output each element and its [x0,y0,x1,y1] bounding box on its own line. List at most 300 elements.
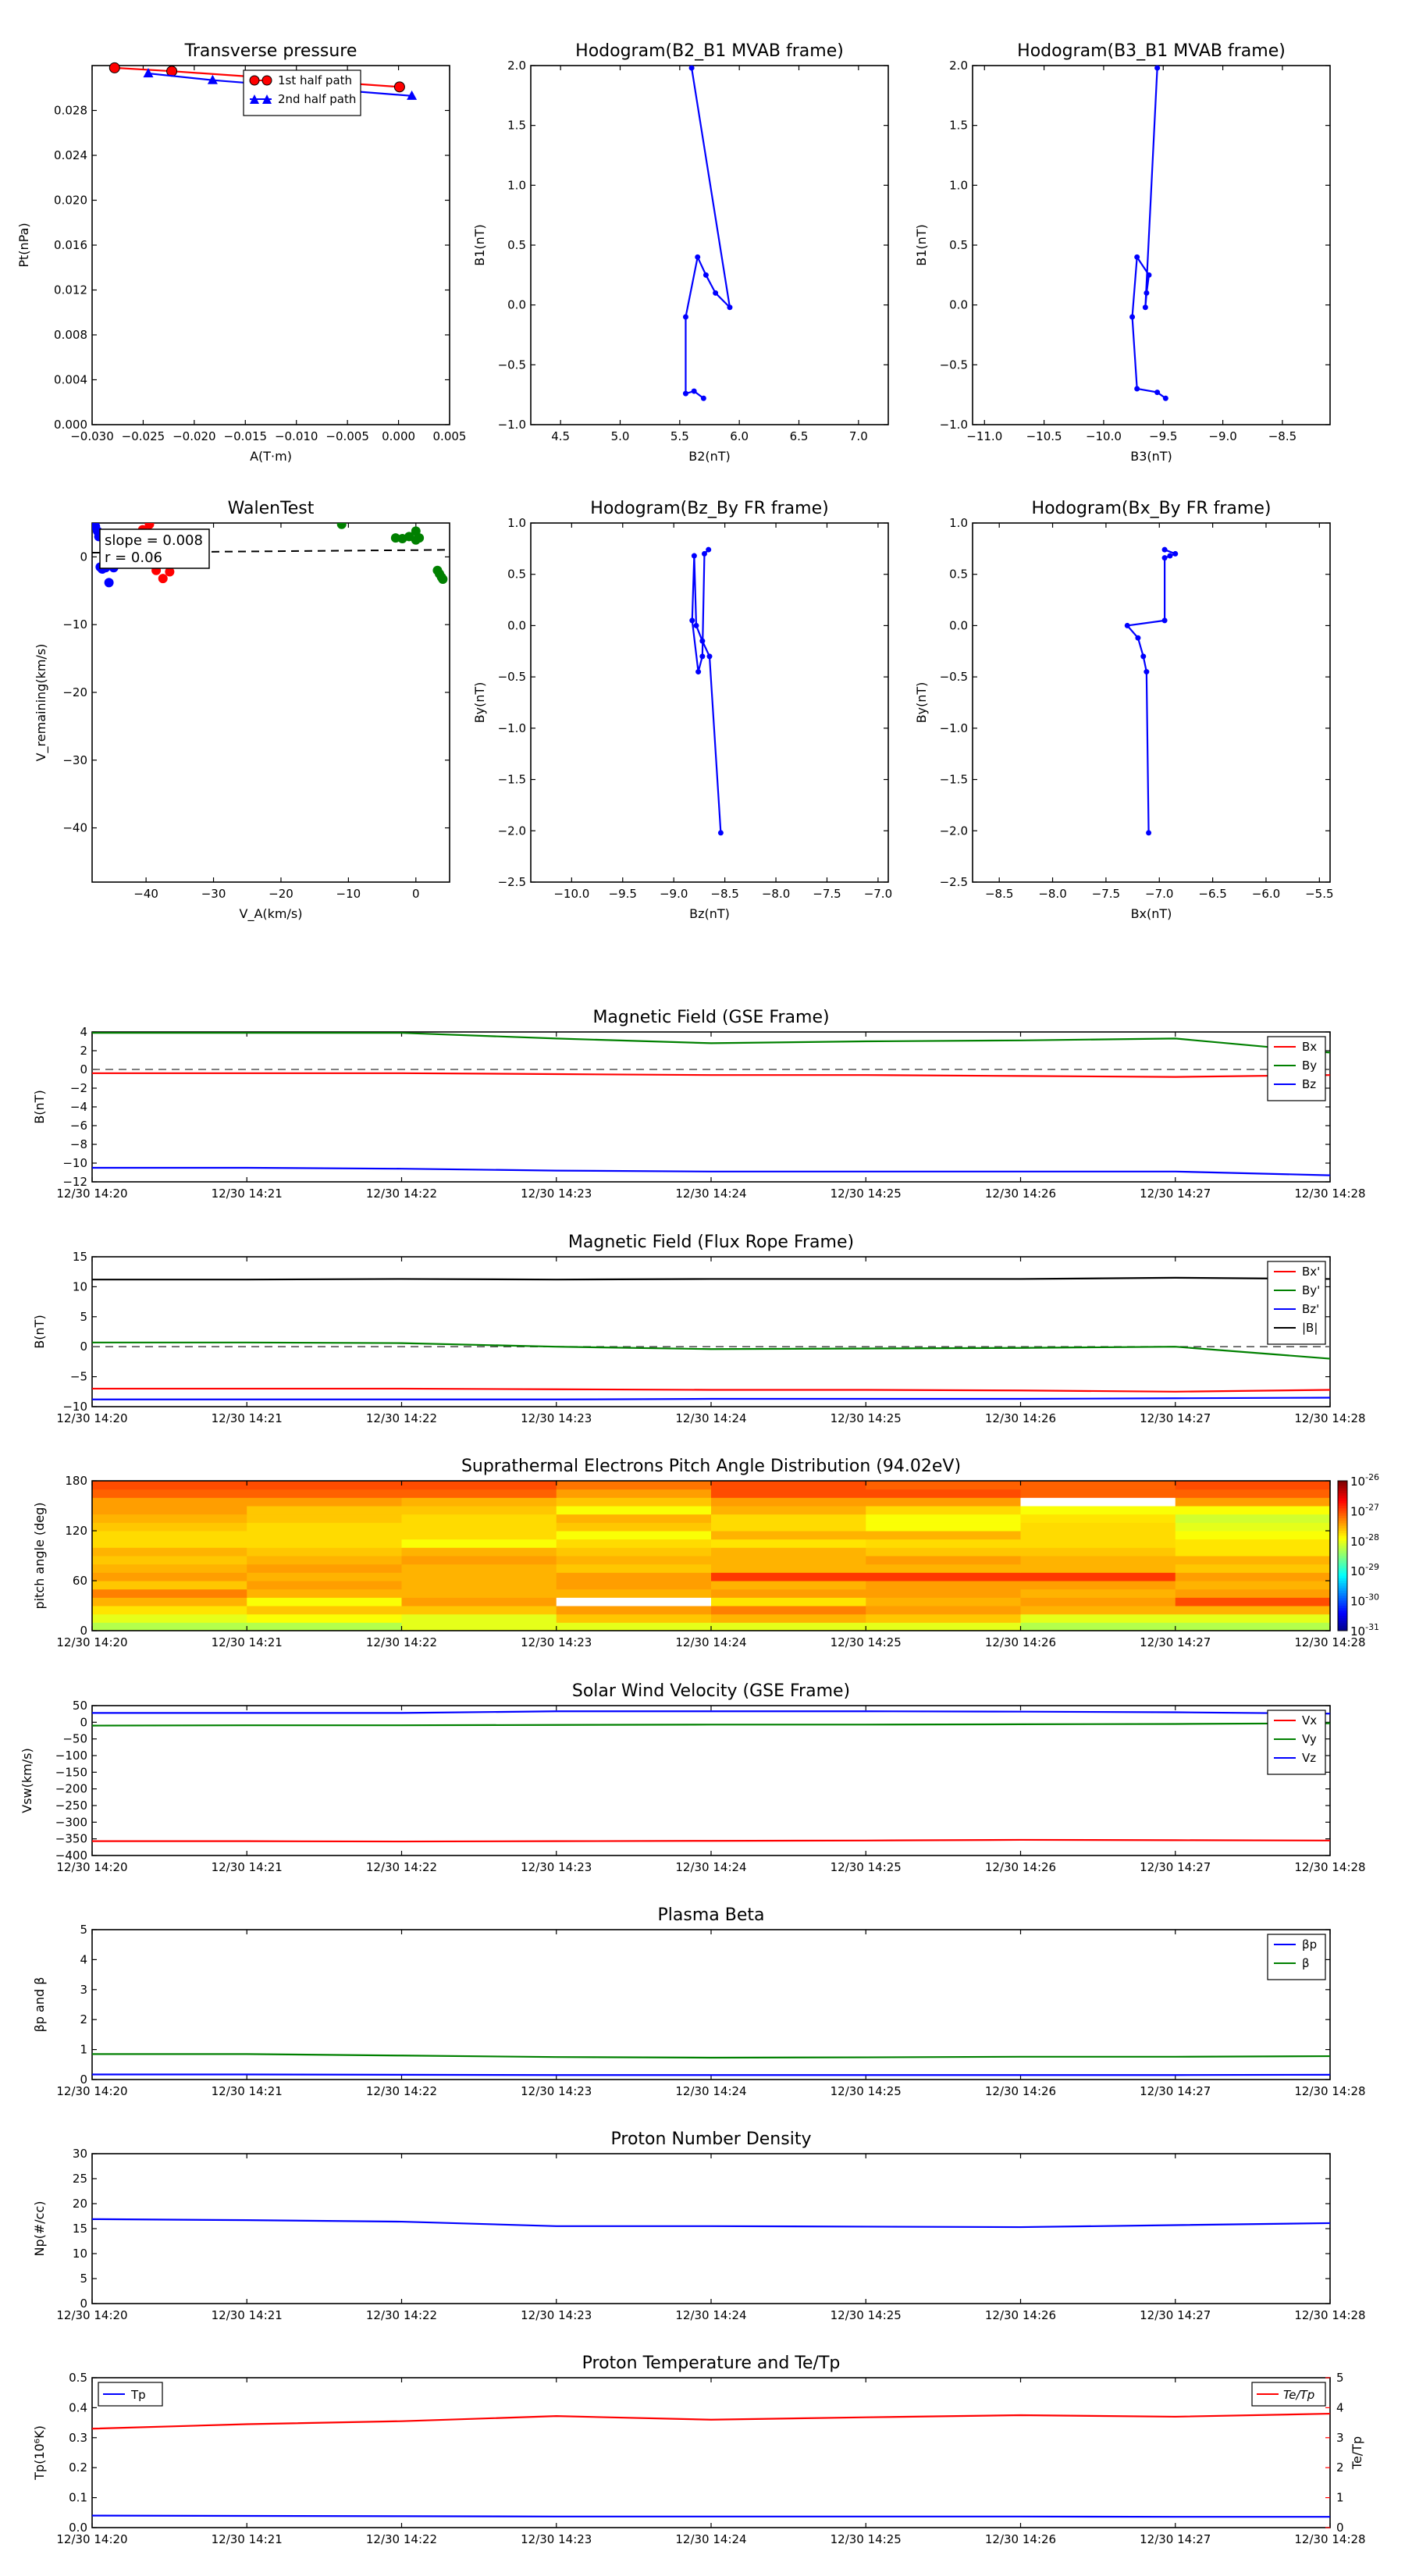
y-axis-label: Pt(nPa) [16,222,31,268]
x-tick-label: 12/30 14:21 [211,1860,283,1874]
heatmap-cell [711,1581,866,1589]
heatmap-cell [711,1556,866,1564]
data-point [158,574,168,583]
x-tick-label: 12/30 14:22 [365,1635,438,1649]
y-tick-label: 0.5 [949,238,968,252]
y-tick-label: 0.000 [54,418,87,432]
x-axis-label: V_A(km/s) [239,906,303,921]
y-tick-label: −250 [55,1799,87,1813]
r-annotation: r = 0.06 [105,550,163,566]
x-tick-label: 12/30 14:23 [521,2084,592,2098]
series-line-0 [92,2074,1330,2075]
heatmap-cell [1176,1497,1331,1506]
colorbar-segment [1338,1603,1347,1606]
colorbar-segment [1338,1573,1347,1576]
x-tick-label: −8.0 [1038,887,1067,901]
y-tick-label: −2.5 [497,875,526,889]
y-tick-label: −1.0 [497,418,526,432]
heatmap-cell [247,1506,402,1514]
colorbar-label [1350,1472,1379,1489]
data-point [411,526,421,535]
colorbar-label [1350,1502,1379,1518]
chart-density [32,2129,1366,2322]
heatmap-cell [866,1547,1021,1556]
x-tick-label: 12/30 14:27 [1140,1187,1211,1201]
y-tick-label: 180 [65,1474,87,1488]
x-tick-label: −8.0 [761,887,791,901]
chart-title: Suprathermal Electrons Pitch Angle Distribution (94.02eV) [461,1457,962,1476]
legend-label: Te/Tp [1283,2388,1315,2402]
data-point [683,391,688,397]
data-point [1162,555,1168,560]
y-tick-label: −1.5 [939,772,968,787]
x-tick-label: −10.0 [553,887,590,901]
x-tick-label: 12/30 14:23 [521,1187,592,1201]
x-tick-label: 12/30 14:28 [1294,1411,1366,1425]
x-tick-label: −8.5 [984,887,1014,901]
colorbar-segment [1338,1535,1347,1539]
heatmap-cell [1021,1522,1176,1531]
data-point [692,553,697,559]
series-line [1133,68,1166,398]
heatmap-cell [1176,1589,1331,1598]
plot-frame [973,523,1330,882]
x-tick-label: 12/30 14:20 [56,2532,128,2546]
x-tick-label: 12/30 14:28 [1294,2532,1366,2546]
x-axis-label: B3(nT) [1130,449,1172,464]
series-line-0 [92,1073,1330,1077]
chart-title: Plasma Beta [657,1905,765,1925]
plot-frame [92,1032,1330,1182]
colorbar-segment [1338,1578,1347,1582]
heatmap-cell [866,1489,1021,1498]
x-tick-label: 12/30 14:28 [1294,2308,1366,2322]
x-tick-label: 12/30 14:28 [1294,2084,1366,2098]
data-point [438,575,447,584]
colorbar-segment [1338,1533,1347,1536]
heatmap-cell [402,1556,557,1564]
y-tick-label-right: 0 [1336,2521,1344,2535]
data-point [1162,617,1168,623]
legend [1268,1037,1325,1101]
chart-title: Solar Wind Velocity (GSE Frame) [571,1681,851,1701]
heatmap-cell [711,1572,866,1581]
y-tick-label: −200 [55,1781,87,1796]
legend-label: Vy [1302,1732,1317,1746]
y-tick-label: −8 [69,1137,87,1151]
y-tick-label: 4 [80,1025,87,1039]
chart-title: Hodogram(B2_B1 MVAB frame) [575,41,844,61]
colorbar-segment [1338,1616,1347,1619]
heatmap-cell [1176,1514,1331,1523]
data-point [683,315,688,320]
data-point [1125,623,1130,628]
x-tick-label: 12/30 14:23 [521,2532,592,2546]
heatmap-cell [557,1539,712,1548]
chart-title: Magnetic Field (GSE Frame) [592,1008,830,1027]
heatmap-cell [92,1497,247,1506]
y-tick-label: −50 [62,1731,87,1746]
heatmap-cell [402,1506,557,1514]
heatmap-cell [866,1589,1021,1598]
x-tick-label: 12/30 14:20 [56,2084,128,2098]
colorbar-segment [1338,1483,1347,1486]
heatmap-cell [402,1522,557,1531]
x-tick-label: −7.0 [863,887,893,901]
heatmap-cell [711,1531,866,1539]
colorbar-segment [1338,1539,1347,1542]
data-point [1146,272,1151,278]
data-point [695,669,701,674]
series-line-2 [92,1711,1330,1713]
colorbar-segment [1338,1531,1347,1534]
heatmap-cell [402,1481,557,1489]
colorbar-segment [1338,1576,1347,1579]
heatmap-cell [92,1506,247,1514]
x-tick-label: 12/30 14:20 [56,1635,128,1649]
chart-mag-gse [32,1008,1366,1201]
series-line-1 [92,2054,1330,2058]
y-tick-label: 0.3 [69,2430,87,2445]
y-tick-label: 0 [80,1624,87,1638]
y-tick-label: 0.0 [507,618,526,633]
y-tick-label: 1.0 [949,178,968,193]
x-tick-label: 12/30 14:23 [521,1635,592,1649]
data-point [1154,390,1160,395]
chart-walen-test [34,499,450,922]
heatmap-cell [1021,1506,1176,1514]
x-tick-label: −11.0 [966,429,1003,443]
chart-title: Proton Temperature and Te/Tp [582,2354,841,2373]
data-point [109,62,119,73]
colorbar-label [1350,1532,1379,1549]
colorbar-segment [1338,1553,1347,1557]
y-tick-label: 2.0 [949,59,968,73]
y-axis-label: By(nT) [914,681,929,724]
heatmap-cell [247,1622,402,1631]
heatmap-cell [402,1489,557,1498]
heatmap-cell [247,1581,402,1589]
x-tick-label: −0.010 [274,429,318,443]
y-tick-label: 5 [80,1309,87,1324]
heatmap-cell [92,1514,247,1523]
x-tick-label: 12/30 14:27 [1140,1411,1211,1425]
y-tick-label: 2 [80,2012,87,2027]
heatmap-cell [711,1597,866,1606]
colorbar-label [1350,1622,1379,1638]
x-tick-label: −30 [201,887,226,901]
heatmap-cell [866,1622,1021,1631]
y-tick-label-right: 4 [1336,2400,1344,2415]
legend-label: 1st half path [278,73,353,87]
x-tick-label: 12/30 14:24 [675,1411,747,1425]
y-tick-label: −0.5 [497,358,526,372]
y-tick-label: −150 [55,1765,87,1780]
plot-frame [92,523,450,882]
legend-label: Bz [1302,1077,1317,1091]
colorbar-segment [1338,1528,1347,1532]
heatmap-cell [92,1622,247,1631]
heatmap-cell [866,1581,1021,1589]
y-axis-label: V_remaining(km/s) [34,643,48,762]
heatmap-cell [247,1606,402,1614]
data-point [1144,290,1149,296]
heatmap-cell [402,1614,557,1623]
x-axis-label: Bx(nT) [1130,906,1172,921]
x-tick-label: 6.5 [789,429,809,443]
y-tick-label: 15 [72,2222,87,2236]
chart-hodo-b2b1 [472,41,888,464]
legend-label: Bx [1302,1040,1318,1054]
plot-frame [92,2378,1330,2528]
colorbar-label-base: 10 [1350,1475,1366,1489]
data-point [337,520,347,529]
legend-label: 2nd half path [278,92,357,106]
data-point [1162,547,1168,553]
y-tick-label: 10 [72,2247,87,2261]
colorbar-label [1350,1592,1379,1609]
x-tick-label: 12/30 14:27 [1140,2084,1211,2098]
y-tick-label: 30 [72,2147,87,2161]
heatmap-cell [247,1539,402,1548]
data-point [699,639,705,644]
colorbar-segment [1338,1489,1347,1492]
y-tick-label: 0.5 [949,567,968,582]
legend-label: Tp [131,2388,146,2402]
chart-title: Transverse pressure [184,41,357,61]
x-tick-label: 12/30 14:21 [211,1411,283,1425]
series-line [1127,550,1176,833]
legend [1268,1261,1325,1344]
colorbar-segment [1338,1521,1347,1524]
x-tick-label: 12/30 14:23 [521,2308,592,2322]
colorbar-segment [1338,1541,1347,1544]
data-point [1134,386,1140,392]
y-tick-label: −1.0 [497,720,526,735]
x-tick-label: 5.5 [670,429,689,443]
y-tick-label: −10 [62,1400,87,1414]
colorbar-label-exponent: -31 [1365,1622,1380,1632]
heatmap-cell [557,1606,712,1614]
heatmap-cell [402,1564,557,1573]
heatmap-cell [557,1572,712,1581]
y-tick-label: −10 [62,617,87,632]
y-tick-label-right: 5 [1336,2371,1344,2385]
x-tick-label: 12/30 14:26 [984,1635,1057,1649]
series-line-1 [92,1343,1330,1359]
colorbar-segment [1338,1491,1347,1494]
colorbar-label [1350,1562,1379,1578]
x-tick-label: −10.5 [1026,429,1062,443]
x-tick-label: −9.0 [1208,429,1237,443]
y-tick-label: 0.004 [54,372,87,387]
y-tick-label: −2.0 [497,824,526,838]
series-line-2 [92,1397,1330,1399]
y-tick-label: 5 [80,1923,87,1937]
plot-frame [531,66,888,425]
y-tick-label: 1.0 [949,516,968,530]
x-tick-label: 12/30 14:27 [1140,1860,1211,1874]
heatmap-cell [1021,1597,1176,1606]
x-tick-label: −8.5 [1268,429,1297,443]
heatmap-cell [247,1564,402,1573]
heatmap-cells [92,1481,1331,1631]
x-tick-label: 12/30 14:23 [521,1860,592,1874]
heatmap-cell [402,1539,557,1548]
heatmap-cell [402,1622,557,1631]
x-tick-label: 12/30 14:21 [211,1187,283,1201]
colorbar-segment [1338,1496,1347,1499]
x-tick-label: −9.5 [1149,429,1178,443]
legend-label: Bz' [1302,1302,1320,1316]
colorbar-segment [1338,1481,1347,1484]
x-tick-label: 12/30 14:25 [830,2308,902,2322]
x-tick-label: 12/30 14:24 [675,1860,747,1874]
x-tick-label: −40 [133,887,158,901]
data-point [1154,66,1160,71]
heatmap-cell [1176,1581,1331,1589]
colorbar-segment [1338,1485,1347,1489]
heatmap-cell [402,1581,557,1589]
y-tick-label: 2 [80,1044,87,1058]
heatmap-cell [92,1481,247,1489]
y-tick-label: 0.2 [69,2460,87,2475]
heatmap-cell [711,1481,866,1489]
legend-label: By [1302,1059,1318,1073]
heatmap-cell [711,1489,866,1498]
y-axis-label: B1(nT) [472,224,487,266]
chart-vsw [20,1681,1366,1874]
legend-marker [262,76,272,85]
y-axis-label: B(nT) [32,1315,47,1349]
y-tick-label: −350 [55,1831,87,1846]
heatmap-cell [1176,1489,1331,1498]
heatmap-cell [92,1597,247,1606]
x-tick-label: −10 [336,887,361,901]
heatmap-cell [557,1564,712,1573]
colorbar-segment [1338,1581,1347,1584]
y-tick-label: 15 [72,1250,87,1264]
y-tick-label: −30 [62,753,87,767]
heatmap-cell [1021,1564,1176,1573]
x-tick-label: 12/30 14:20 [56,1860,128,1874]
y-tick-label: −100 [55,1749,87,1763]
data-point [394,82,404,92]
x-tick-label: −10.0 [1085,429,1122,443]
heatmap-cell [866,1564,1021,1573]
x-tick-label: 12/30 14:22 [365,1187,438,1201]
heatmap-cell [711,1539,866,1548]
x-tick-label: 12/30 14:26 [984,1860,1057,1874]
x-tick-label: 12/30 14:22 [365,2308,438,2322]
heatmap-cell [557,1531,712,1539]
colorbar-label-exponent: -27 [1365,1502,1380,1513]
x-tick-label: 5.0 [610,429,630,443]
x-tick-label: 4.5 [551,429,571,443]
heatmap-cell [92,1539,247,1548]
heatmap-cell [557,1547,712,1556]
heatmap-cell [247,1556,402,1564]
heatmap-cell [1176,1572,1331,1581]
x-tick-label: 12/30 14:25 [830,1635,902,1649]
y-tick-label: −0.5 [497,670,526,685]
heatmap-cell [1021,1581,1176,1589]
y-tick-label: −1.0 [939,720,968,735]
y-tick-label: 0.008 [54,328,87,342]
y-tick-label: 4 [80,1952,87,1967]
heatmap-cell [247,1514,402,1523]
data-point [1135,635,1140,641]
colorbar-segment [1338,1501,1347,1504]
colorbar-segment [1338,1593,1347,1596]
y-tick-label: −2.5 [939,875,968,889]
legend-label: By' [1302,1283,1321,1297]
heatmap-cell [1021,1489,1176,1498]
y-tick-label: −2 [69,1081,87,1095]
heatmap-cell [866,1614,1021,1623]
data-point [1143,304,1148,310]
legend-label: βp [1302,1937,1318,1952]
colorbar-segment [1338,1589,1347,1592]
y-tick-label: 0.0 [949,618,968,633]
heatmap-cell [866,1506,1021,1514]
data-point [1172,551,1178,557]
heatmap-cell [402,1589,557,1598]
heatmap-cell [1021,1606,1176,1614]
y-tick-label: 60 [72,1574,87,1588]
x-tick-label: 12/30 14:25 [830,2084,902,2098]
data-point [713,290,718,296]
heatmap-cell [247,1489,402,1498]
colorbar-segment [1338,1551,1347,1554]
y-tick-label: 25 [72,2172,87,2186]
heatmap-cell [557,1506,712,1514]
x-tick-label: 12/30 14:22 [365,1860,438,1874]
x-axis-label: Bz(nT) [689,906,730,921]
heatmap-cell [402,1547,557,1556]
heatmap-cell [247,1481,402,1489]
data-point [105,578,114,587]
heatmap-cell [557,1581,712,1589]
x-tick-label: 7.0 [848,429,868,443]
x-axis-label: A(T·m) [250,449,292,464]
series-line-0 [92,1840,1330,1841]
data-point [707,653,713,659]
x-tick-label: 12/30 14:20 [56,1411,128,1425]
series-line-1 [92,2414,1330,2428]
series-line-3 [92,1278,1330,1279]
legend [1268,1934,1325,1980]
colorbar-segment [1338,1608,1347,1611]
x-tick-label: −8.5 [710,887,739,901]
y-tick-label: −5 [69,1369,87,1384]
data-point [1134,254,1140,260]
y-axis-label: Vsw(km/s) [20,1748,34,1813]
colorbar-segment [1338,1514,1347,1517]
y-tick-label: −10 [62,1156,87,1170]
heatmap-cell [1176,1597,1331,1606]
heatmap-cell [92,1581,247,1589]
x-tick-label: 0 [412,887,420,901]
x-tick-label: −0.015 [223,429,268,443]
heatmap-cell [866,1597,1021,1606]
colorbar-segment [1338,1566,1347,1569]
y-tick-label: −6 [69,1119,87,1133]
heatmap-cell [247,1572,402,1581]
heatmap-cell [557,1597,712,1606]
heatmap-cell [711,1622,866,1631]
heatmap-cell [1176,1547,1331,1556]
